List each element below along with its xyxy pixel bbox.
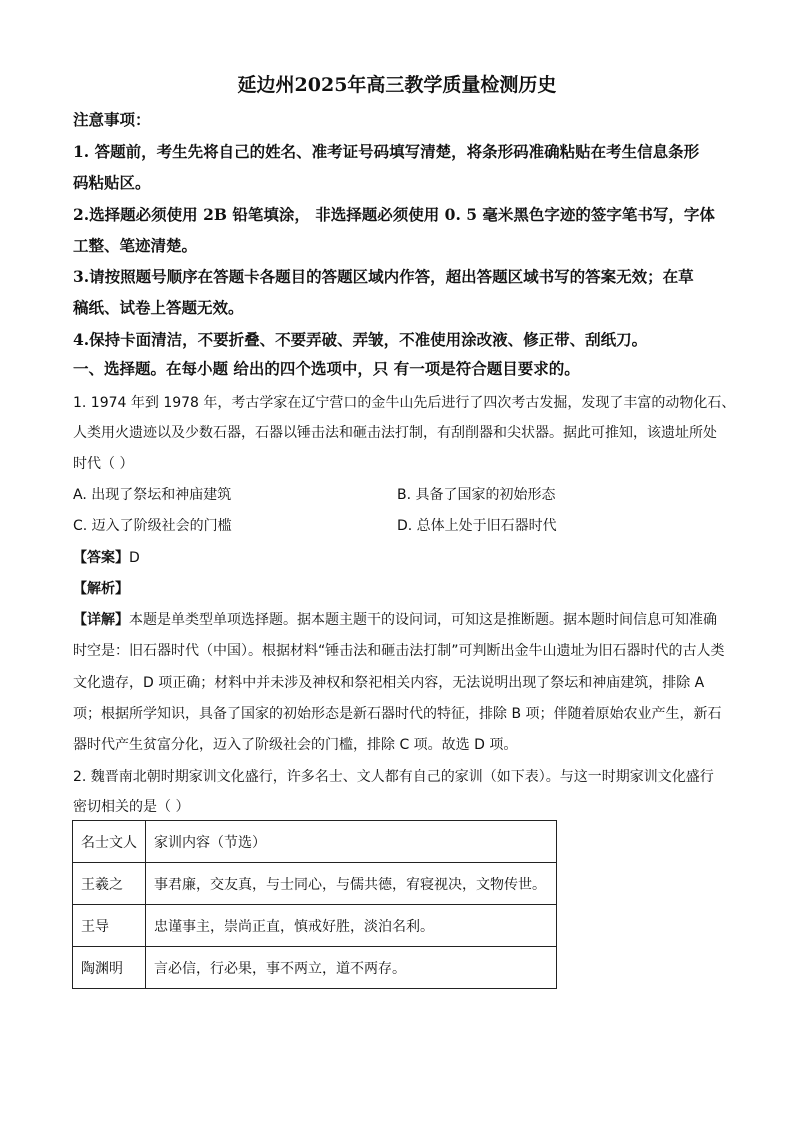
note-line: 码粘贴区。 xyxy=(73,173,151,192)
note-line: 2.选择题必须使用 2B 铅笔填涂， 非选择题必须使用 0. 5 毫米黑色字迹的签字笔书写，字体 xyxy=(73,205,715,224)
table-header-row xyxy=(73,821,557,863)
analysis-tag: 【解析】 xyxy=(73,581,129,597)
question-stem-line: 1. 1974 年到 1978 年，考古学家在辽宁营口的金牛山先后进行了四次考古发掘，发现了丰富的动物化石、 xyxy=(73,395,736,411)
answer-line xyxy=(73,547,140,567)
answer-value: D xyxy=(129,550,140,566)
table-row xyxy=(73,905,557,947)
analysis-line xyxy=(73,578,129,598)
option-a: A. 出现了祭坛和神庙建筑 xyxy=(73,487,232,503)
question-stem-line: 2. 魏晋南北朝时期家训文化盛行，许多名士、文人都有自己的家训（如下表）。与这一时期家训文化盛行 xyxy=(73,769,714,785)
question-stem-line: 时代（ ） xyxy=(73,456,134,472)
question-stem-line: 密切相关的是（ ） xyxy=(73,799,190,815)
detail-line xyxy=(73,609,717,629)
table-row xyxy=(73,863,557,905)
detail-tag: 【详解】 xyxy=(73,612,129,628)
option-d: D. 总体上处于旧石器时代 xyxy=(397,518,557,534)
detail-line: 器时代产生贫富分化，迈入了阶级社会的门槛，排除 C 项。故选 D 项。 xyxy=(73,737,518,753)
exam-title: 延边州2025年高三教学质量检测历史 xyxy=(237,74,557,96)
table-header-cell: 名士文人 xyxy=(73,821,146,863)
family-instructions-table xyxy=(72,820,557,989)
detail-line: 文化遗存，D 项正确；材料中并未涉及神权和祭祀相关内容，无法说明出现了祭坛和神庙建筑，排除 A xyxy=(73,675,705,691)
table-row xyxy=(73,947,557,989)
table-cell: 忠谨事主，崇尚正直，慎戒好胜，淡泊名利。 xyxy=(146,905,557,947)
detail-line: 时空是：旧石器时代（中国）。根据材料“锤击法和砸击法打制”可判断出金牛山遗址为旧石器时代的古人类 xyxy=(73,643,725,659)
question-stem-line: 人类用火遗迹以及少数石器，石器以锤击法和砸击法打制，有刮削器和尖状器。据此可推知，该遗址所处 xyxy=(73,425,717,441)
table-cell: 事君廉，交友真，与士同心，与儒共德，宥寝视决，文物传世。 xyxy=(146,863,557,905)
option-b: B. 具备了国家的初始形态 xyxy=(397,487,556,503)
note-line: 工整、笔迹清楚。 xyxy=(73,236,198,255)
table-cell: 王羲之 xyxy=(73,863,146,905)
note-line: 稿纸、试卷上答题无效。 xyxy=(73,298,244,317)
table-header-cell: 家训内容（节选） xyxy=(146,821,557,863)
detail-line: 项；根据所学知识，具备了国家的初始形态是新石器时代的特征，排除 B 项；伴随着原始农业产生，新石 xyxy=(73,706,722,722)
note-line: 4.保持卡面清洁，不要折叠、不要弄破、弄皱，不准使用涂改液、修正带、刮纸刀。 xyxy=(73,330,648,349)
table-cell: 陶渊明 xyxy=(73,947,146,989)
detail-text: 本题是单类型单项选择题。据本题主题干的设问词，可知这是推断题。据本题时间信息可知准确 xyxy=(129,612,717,628)
table-cell: 言必信，行必果，事不两立，道不两存。 xyxy=(146,947,557,989)
notes-heading: 注意事项： xyxy=(73,110,151,129)
note-line: 3.请按照题号顺序在答题卡各题目的答题区域内作答，超出答题区域书写的答案无效；在草 xyxy=(73,267,694,286)
option-c: C. 迈入了阶级社会的门槛 xyxy=(73,518,232,534)
answer-tag: 【答案】 xyxy=(73,550,129,566)
section-heading: 一、选择题。在每小题 给出的四个选项中，只 有一项是符合题目要求的。 xyxy=(73,359,580,378)
note-line: 1. 答题前，考生先将自己的姓名、准考证号码填写清楚，将条形码准确粘贴在考生信息条形 xyxy=(73,142,700,161)
table-cell: 王导 xyxy=(73,905,146,947)
